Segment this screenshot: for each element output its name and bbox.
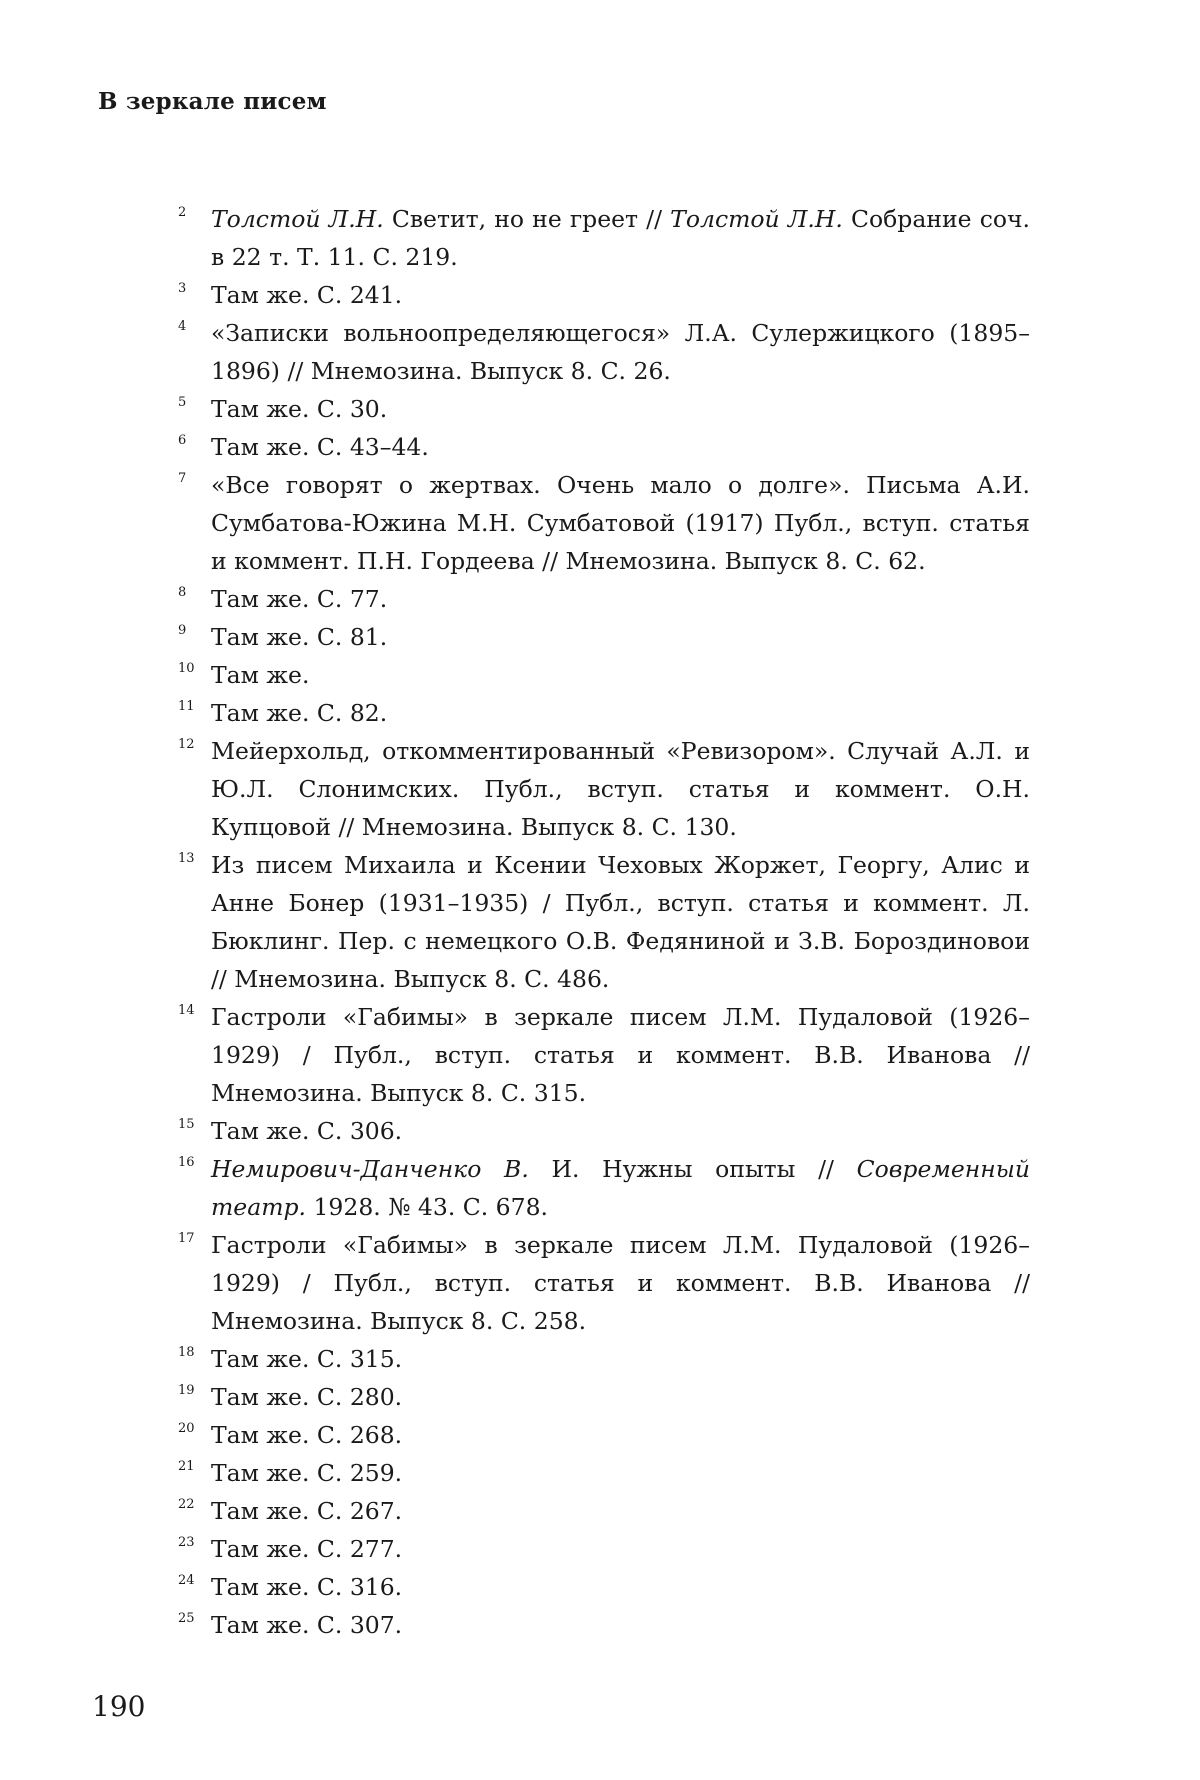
- footnote-text: [211, 737, 1030, 841]
- footnote-item: [178, 656, 1030, 694]
- footnote-item: [178, 1150, 1030, 1226]
- footnote-text: [211, 661, 309, 689]
- footnote-segment: Там же. С. 307.: [211, 1611, 403, 1639]
- footnote-item: [178, 1606, 1030, 1644]
- footnote-text: [211, 1345, 402, 1373]
- footnote-text: [211, 1573, 402, 1601]
- footnote-item: [178, 200, 1030, 276]
- footnote-number: 12: [178, 737, 195, 752]
- footnote-text: [211, 699, 387, 727]
- footnote-text: [211, 1117, 402, 1145]
- footnote-item: [178, 390, 1030, 428]
- footnote-number: 10: [178, 661, 195, 676]
- footnote-segment: Там же. С. 316.: [211, 1573, 403, 1601]
- footnote-text: [211, 1003, 1030, 1107]
- footnote-segment: И. Нужны опыты //: [528, 1155, 857, 1183]
- footnote-item: [178, 1226, 1030, 1340]
- footnote-text: [211, 433, 429, 461]
- footnote-item: [178, 998, 1030, 1112]
- footnote-text: [211, 471, 1030, 575]
- footnote-segment: «Записки вольноопределяющегося» Л.А. Сулержицкого (1895–1896) // Мнемозина. Выпуск 8. С. 26.: [211, 319, 1030, 385]
- footnote-segment: Там же. С. 306.: [211, 1117, 403, 1145]
- footnote-item: [178, 694, 1030, 732]
- footnote-text: [211, 1383, 402, 1411]
- footnote-text: [211, 623, 387, 651]
- footnote-item: [178, 1530, 1030, 1568]
- footnote-italic-segment: Немирович-Данченко В.: [211, 1155, 529, 1183]
- footnote-item: [178, 732, 1030, 846]
- footnote-number: 5: [178, 395, 187, 410]
- footnote-text: [211, 1497, 402, 1525]
- footnote-text: [211, 1459, 402, 1487]
- footnote-number: 23: [178, 1535, 195, 1550]
- footnote-item: [178, 1378, 1030, 1416]
- footnote-italic-segment: Современный театр.: [211, 1155, 1030, 1221]
- footnote-text: [211, 1155, 1030, 1221]
- footnote-number: 25: [178, 1611, 195, 1626]
- footnote-segment: Мейерхольд, откомментированный «Ревизором». Случай А.Л. и Ю.Л. Слонимских. Публ., вступ. статья и коммент. О.Н. Купцовой // Мнемозина. Выпуск 8. С. 130.: [211, 737, 1030, 841]
- footnote-number: 3: [178, 281, 187, 296]
- footnote-text: [211, 395, 387, 423]
- footnote-number: 18: [178, 1345, 195, 1360]
- footnote-text: [211, 851, 1030, 993]
- footnote-number: 22: [178, 1497, 195, 1512]
- footnote-item: [178, 1454, 1030, 1492]
- footnote-number: 15: [178, 1117, 195, 1132]
- footnote-segment: Там же. С. 268.: [211, 1421, 403, 1449]
- footnote-number: 14: [178, 1003, 195, 1018]
- footnote-item: [178, 1340, 1030, 1378]
- footnote-number: 21: [178, 1459, 195, 1474]
- footnote-segment: Там же. С. 77.: [211, 585, 388, 613]
- footnote-number: 24: [178, 1573, 195, 1588]
- footnote-number: 17: [178, 1231, 195, 1246]
- footnote-text: [211, 281, 402, 309]
- footnote-segment: 1928. № 43. С. 678.: [306, 1193, 549, 1221]
- footnote-segment: Там же. С. 280.: [211, 1383, 403, 1411]
- footnote-text: [211, 1231, 1030, 1335]
- footnote-item: [178, 1568, 1030, 1606]
- footnote-number: 19: [178, 1383, 195, 1398]
- footnote-number: 7: [178, 471, 187, 486]
- footnote-item: [178, 314, 1030, 390]
- footnote-text: [211, 1421, 402, 1449]
- footnote-segment: Там же.: [211, 661, 310, 689]
- footnote-segment: Там же. С. 267.: [211, 1497, 403, 1525]
- footnote-segment: Там же. С. 241.: [211, 281, 403, 309]
- footnote-text: [211, 1535, 402, 1563]
- footnote-segment: Там же. С. 277.: [211, 1535, 403, 1563]
- footnote-segment: Там же. С. 259.: [211, 1459, 403, 1487]
- footnote-segment: «Все говорят о жертвах. Очень мало о долге». Письма А.И. Сумбатова-Южина М.Н. Сумбатовой (1917) Публ., вступ. статья и коммент. П.Н. Гордеева // Мнемозина. Выпуск 8. С. 62.: [211, 471, 1030, 575]
- footnotes-list: [178, 200, 1030, 1644]
- footnote-segment: Гастроли «Габимы» в зеркале писем Л.М. Пудаловой (1926–1929) / Публ., вступ. статья и коммент. В.В. Иванова // Мнемозина. Выпуск 8. С. 258.: [211, 1231, 1030, 1335]
- footnote-segment: Светит, но не греет //: [383, 205, 671, 233]
- footnote-segment: Из писем Михаила и Ксении Чеховых Жоржет, Георгу, Алис и Анне Бонер (1931–1935) / Публ., вступ. статья и коммент. Л. Бюклинг. Пер. с немецкого О.В. Федяниной и З.В. Бороздиновои // Мнемозина. Выпуск 8. С. 486.: [211, 851, 1030, 993]
- footnote-text: [211, 319, 1030, 385]
- footnote-number: 16: [178, 1155, 195, 1170]
- footnote-number: 11: [178, 699, 195, 714]
- footnote-number: 4: [178, 319, 187, 334]
- footnote-number: 6: [178, 433, 187, 448]
- footnote-text: [211, 1611, 402, 1639]
- footnote-segment: Там же. С. 315.: [211, 1345, 403, 1373]
- footnote-item: [178, 846, 1030, 998]
- footnote-item: [178, 466, 1030, 580]
- footnote-segment: Собрание соч. в 22 т. Т. 11. С. 219.: [211, 205, 1031, 271]
- footnote-segment: Там же. С. 30.: [211, 395, 388, 423]
- footnote-italic-segment: Толстой Л.Н.: [670, 205, 843, 233]
- footnote-text: [211, 205, 1030, 271]
- footnote-item: [178, 276, 1030, 314]
- footnote-number: 8: [178, 585, 187, 600]
- footnote-number: 9: [178, 623, 187, 638]
- footnote-number: 13: [178, 851, 195, 866]
- footnote-segment: Гастроли «Габимы» в зеркале писем Л.М. Пудаловой (1926–1929) / Публ., вступ. статья и коммент. В.В. Иванова // Мнемозина. Выпуск 8. С. 315.: [211, 1003, 1030, 1107]
- footnote-item: [178, 1492, 1030, 1530]
- footnote-number: 2: [178, 205, 187, 220]
- footnote-item: [178, 428, 1030, 466]
- footnote-item: [178, 618, 1030, 656]
- footnote-segment: Там же. С. 81.: [211, 623, 388, 651]
- footnote-segment: Там же. С. 43–44.: [211, 433, 429, 461]
- footnote-number: 20: [178, 1421, 195, 1436]
- footnote-italic-segment: Толстой Л.Н.: [211, 205, 384, 233]
- footnote-item: [178, 1112, 1030, 1150]
- footnote-item: [178, 1416, 1030, 1454]
- footnote-item: [178, 580, 1030, 618]
- footnote-segment: Там же. С. 82.: [211, 699, 388, 727]
- page-number: 190: [92, 1690, 146, 1723]
- running-title: В зеркале писем: [98, 88, 327, 115]
- footnote-text: [211, 585, 387, 613]
